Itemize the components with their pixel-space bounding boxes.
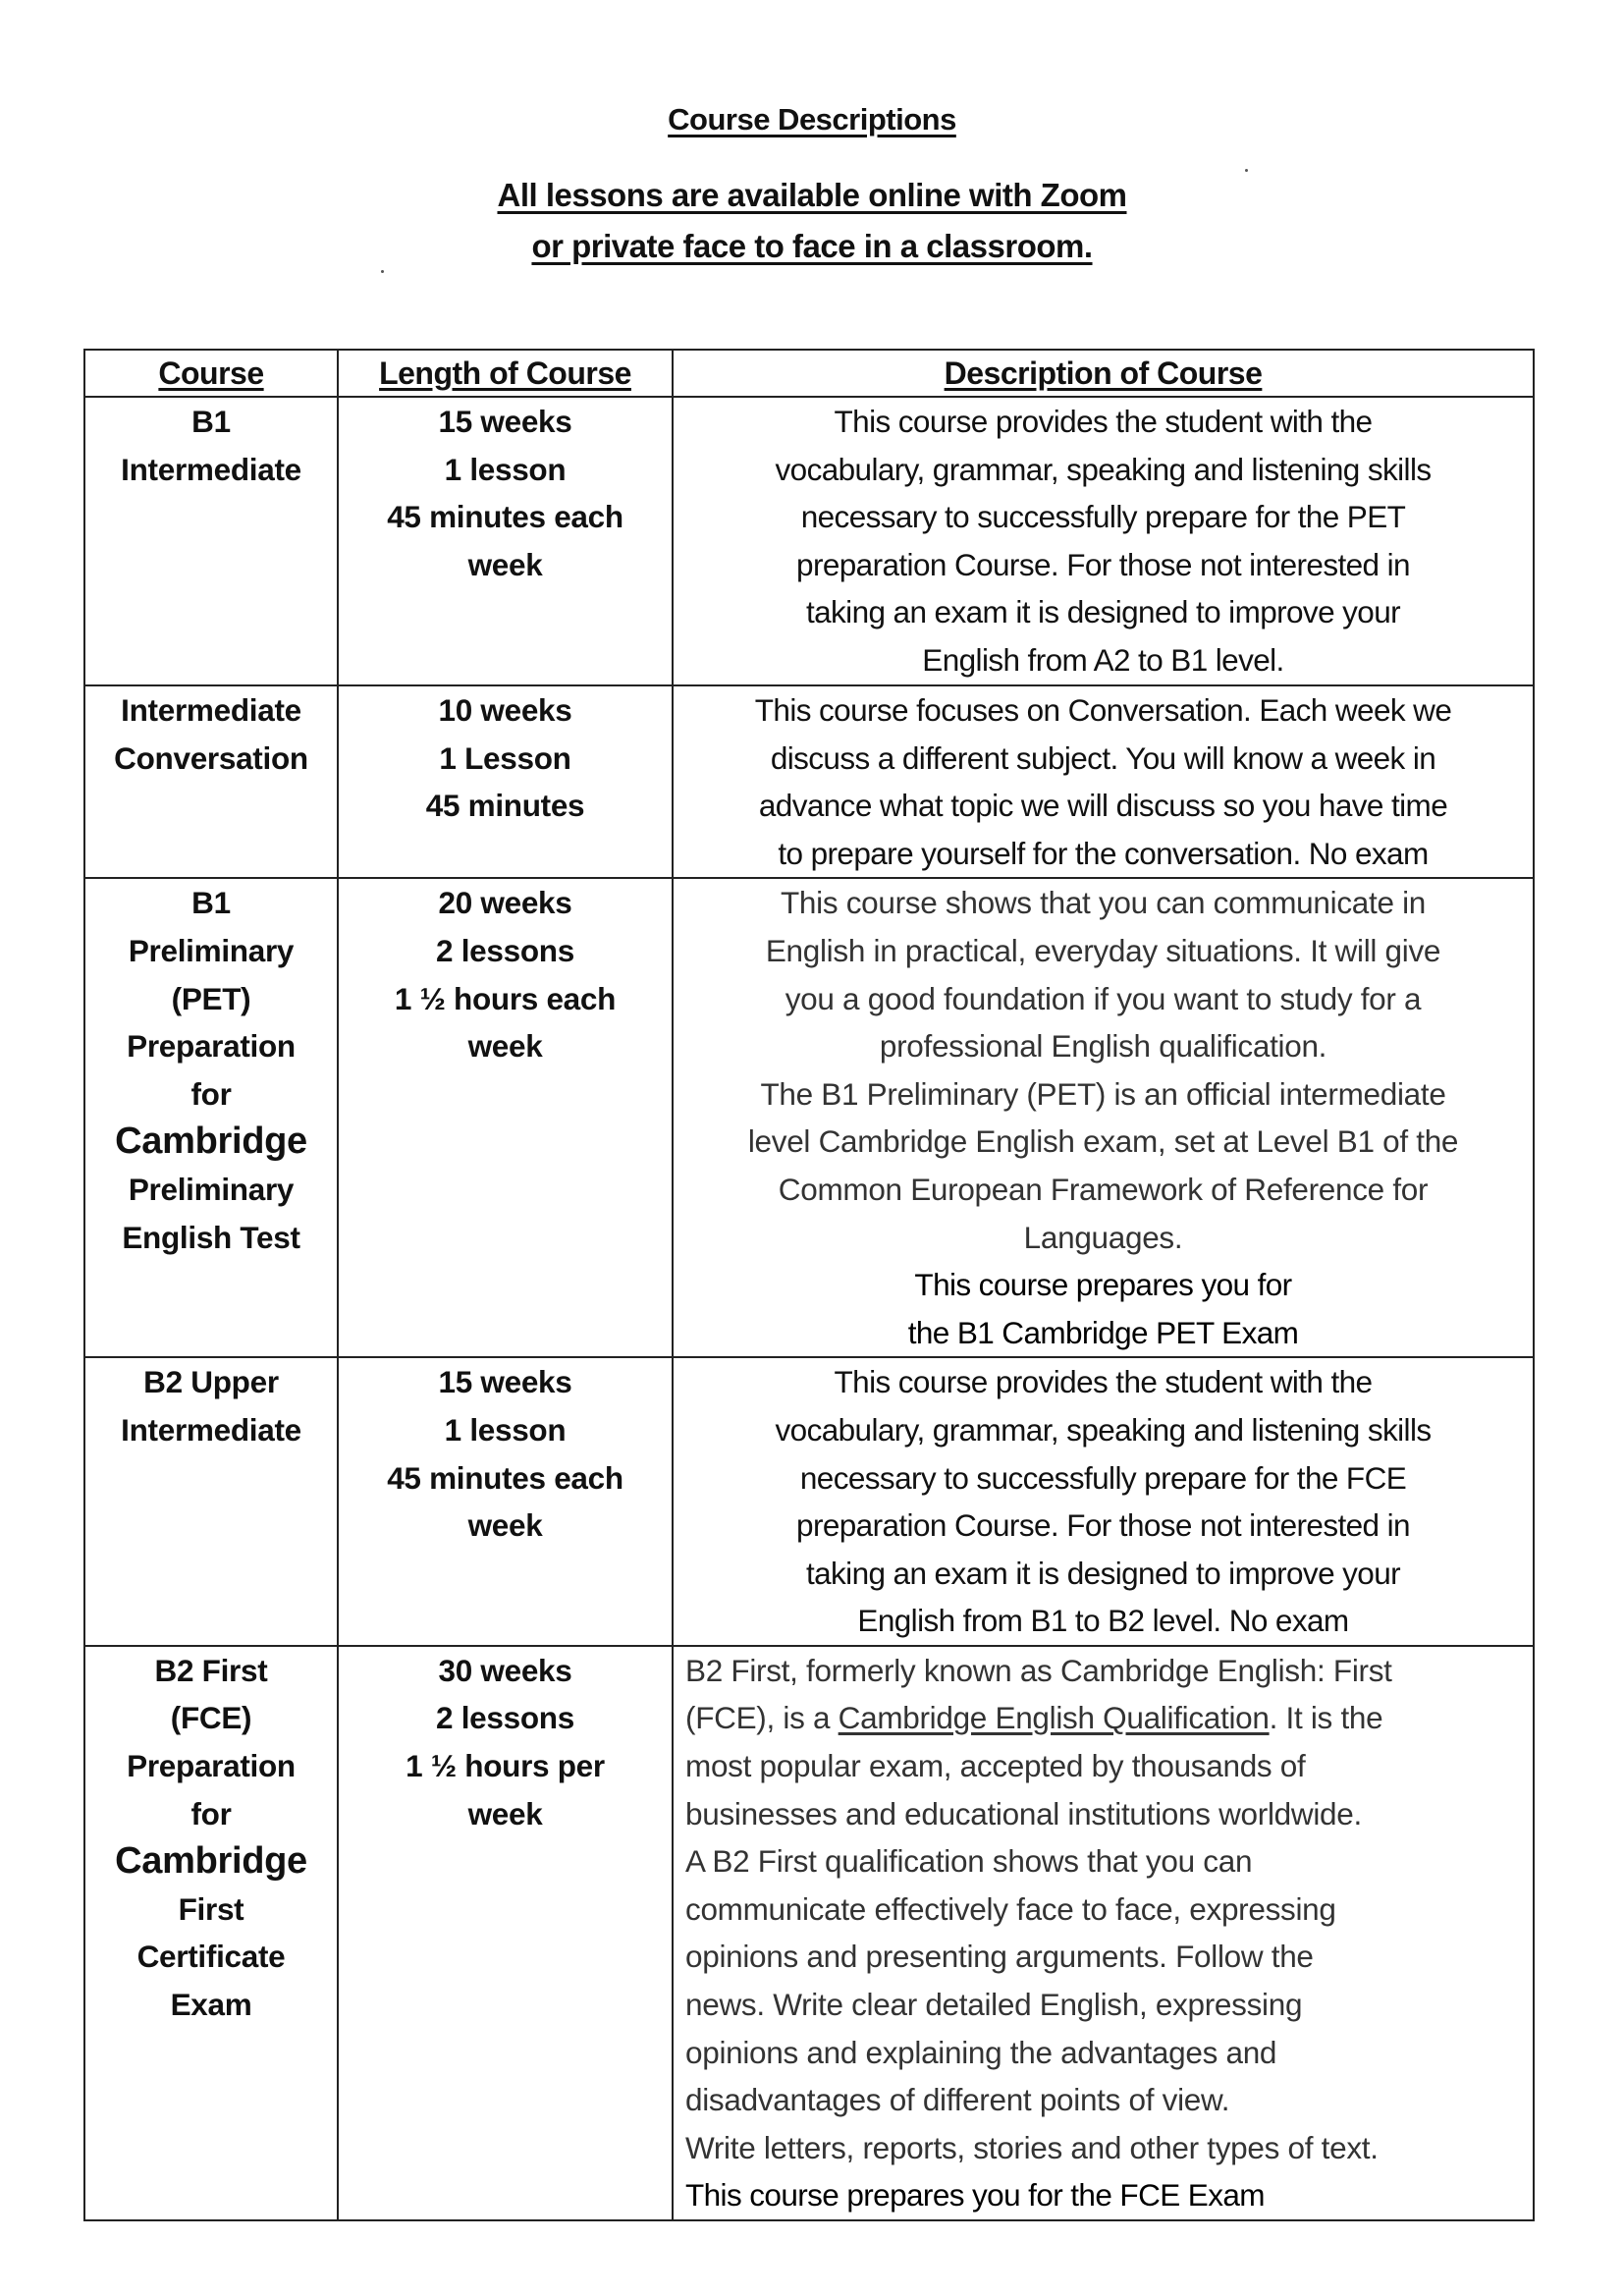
page-title: Course Descriptions [668, 102, 956, 137]
description-line: opinions and explaining the advantages and [685, 2034, 1277, 2070]
description-text: . It is the [1269, 1700, 1383, 1736]
course-name-line: B2 First [154, 1652, 268, 1688]
length-line: 1 Lesson [439, 739, 571, 776]
length-line: 15 weeks [438, 404, 572, 439]
description-line: vocabulary, grammar, speaking and listening skills [775, 451, 1432, 487]
description-line: taking an exam it is designed to improve your [805, 1555, 1401, 1591]
scan-speck [1245, 169, 1248, 172]
description-cell [673, 1646, 1534, 2220]
course-name-line: Certificate [136, 1939, 286, 1975]
length-line: week [467, 1795, 543, 1831]
course-name-line: (FCE) [170, 1700, 252, 1736]
length-cell [338, 1646, 673, 2220]
description-line: taking an exam it is designed to improve your [805, 594, 1401, 630]
description-cell [673, 685, 1534, 878]
description-cell [673, 878, 1534, 1357]
header-description-label: Description of Course [944, 355, 1263, 391]
description-line: professional English qualification. [879, 1028, 1327, 1065]
description-emphasis-line: the B1 Cambridge PET Exam [907, 1314, 1299, 1350]
course-name-line: Intermediate [121, 451, 301, 487]
description-line: English from B1 to B2 level. No exam [857, 1603, 1349, 1639]
description-line: news. Write clear detailed English, expressing [685, 1987, 1303, 2023]
header-course-label: Course [158, 355, 264, 391]
description-line: advance what topic we will discuss so you have time [758, 788, 1448, 824]
subtitle-line-2: or private face to face in a classroom. [531, 228, 1093, 264]
description-line: most popular exam, accepted by thousands of [685, 1748, 1306, 1784]
description-line: Write letters, reports, stories and other types of text. [685, 2129, 1379, 2165]
cambridge-qualification-link[interactable]: Cambridge English Qualification [838, 1700, 1270, 1736]
length-cell [338, 878, 673, 1357]
description-line: level Cambridge English exam, set at Level B1 of the [747, 1123, 1459, 1160]
length-line: 2 lessons [436, 932, 574, 968]
table-header-row [84, 350, 1534, 397]
course-name-line: for [190, 1795, 232, 1831]
description-line: This course provides the student with the [834, 1364, 1373, 1400]
course-name-line: Cambridge [115, 1840, 307, 1883]
description-line: businesses and educational institutions worldwide. [685, 1795, 1362, 1831]
course-name-line: First [178, 1890, 244, 1927]
course-name-line: Preliminary [128, 1171, 295, 1207]
length-line: week [467, 1028, 543, 1065]
table-row [84, 1646, 1534, 2220]
course-cell [84, 397, 338, 685]
description-line: This course shows that you can communicate in [780, 885, 1427, 921]
description-line: necessary to successfully prepare for the FCE [799, 1459, 1407, 1496]
course-name-line: Preparation [127, 1028, 296, 1065]
course-name-line: Conversation [114, 739, 308, 776]
length-line: 20 weeks [438, 885, 572, 921]
table-row [84, 1357, 1534, 1646]
description-cell [673, 1357, 1534, 1646]
length-line: 30 weeks [438, 1652, 572, 1688]
course-name-line: Intermediate [121, 692, 301, 728]
course-name-line: English Test [122, 1219, 300, 1255]
description-line: necessary to successfully prepare for the PET [800, 499, 1406, 535]
scan-speck [381, 270, 384, 273]
length-line: 1 ½ hours each [394, 980, 617, 1016]
description-line: Common European Framework of Reference for [778, 1171, 1429, 1207]
description-line: English from A2 to B1 level. [922, 641, 1284, 678]
header-course [84, 350, 338, 397]
header-length-label: Length of Course [379, 355, 631, 391]
course-name-line: Exam [170, 1987, 252, 2023]
course-table [83, 349, 1535, 2221]
table-row [84, 878, 1534, 1357]
description-line: vocabulary, grammar, speaking and listening skills [775, 1411, 1432, 1448]
length-line: 45 minutes [425, 788, 585, 824]
course-cell [84, 1357, 338, 1646]
description-line: English in practical, everyday situations. It will give [765, 932, 1441, 968]
length-line: 45 minutes each [387, 1459, 623, 1496]
description-line: This course focuses on Conversation. Each week we [754, 692, 1452, 728]
course-name-line: Intermediate [121, 1411, 301, 1448]
subtitle-line-1: All lessons are available online with Zoom [497, 177, 1127, 213]
description-line: A B2 First qualification shows that you can [685, 1843, 1253, 1880]
course-name-line: Preliminary [128, 932, 295, 968]
description-line: preparation Course. For those not interested in [796, 546, 1410, 582]
description-emphasis-line: This course prepares you for the FCE Exam [685, 2177, 1265, 2214]
length-line: 1 lesson [444, 451, 567, 487]
description-line: you a good foundation if you want to study for a [785, 980, 1422, 1016]
length-line: 1 lesson [444, 1411, 567, 1448]
course-name-line: B1 [191, 404, 231, 439]
description-line: opinions and presenting arguments. Follow the [685, 1939, 1314, 1975]
length-line: week [467, 546, 543, 582]
length-cell [338, 397, 673, 685]
description-line: preparation Course. For those not interested in [796, 1507, 1410, 1544]
length-line: 1 ½ hours per [406, 1748, 605, 1784]
header-length [338, 350, 673, 397]
length-cell [338, 1357, 673, 1646]
course-name-line: B2 Upper [143, 1364, 279, 1400]
description-line [685, 1694, 1527, 1742]
description-emphasis-line: This course prepares you for [914, 1267, 1292, 1303]
course-name-line: B1 [191, 885, 231, 921]
course-name-line: Preparation [127, 1748, 296, 1784]
description-line: to prepare yourself for the conversation. No exam [778, 835, 1429, 871]
course-cell [84, 685, 338, 878]
description-line: The B1 Preliminary (PET) is an official intermediate [760, 1075, 1446, 1112]
description-line: discuss a different subject. You will know a week in [770, 739, 1436, 776]
length-cell [338, 685, 673, 878]
description-text: (FCE), is a [685, 1700, 839, 1736]
course-name-line: Cambridge [115, 1121, 307, 1163]
length-line: 45 minutes each [387, 499, 623, 535]
length-line: 10 weeks [438, 692, 572, 728]
length-line: 15 weeks [438, 1364, 572, 1400]
length-line: week [467, 1507, 543, 1544]
course-cell [84, 1646, 338, 2220]
table-row [84, 397, 1534, 685]
course-name-line: (PET) [171, 980, 251, 1016]
header-description [673, 350, 1534, 397]
description-line: communicate effectively face to face, expressing [685, 1890, 1336, 1927]
course-cell [84, 878, 338, 1357]
table-row [84, 685, 1534, 878]
description-line: disadvantages of different points of view. [685, 2082, 1230, 2118]
description-line: B2 First, formerly known as Cambridge English: First [685, 1652, 1392, 1688]
length-line: 2 lessons [436, 1700, 574, 1736]
description-line: Languages. [1023, 1219, 1183, 1255]
description-line: This course provides the student with the [834, 404, 1373, 439]
course-name-line: for [190, 1075, 232, 1112]
description-cell [673, 397, 1534, 685]
